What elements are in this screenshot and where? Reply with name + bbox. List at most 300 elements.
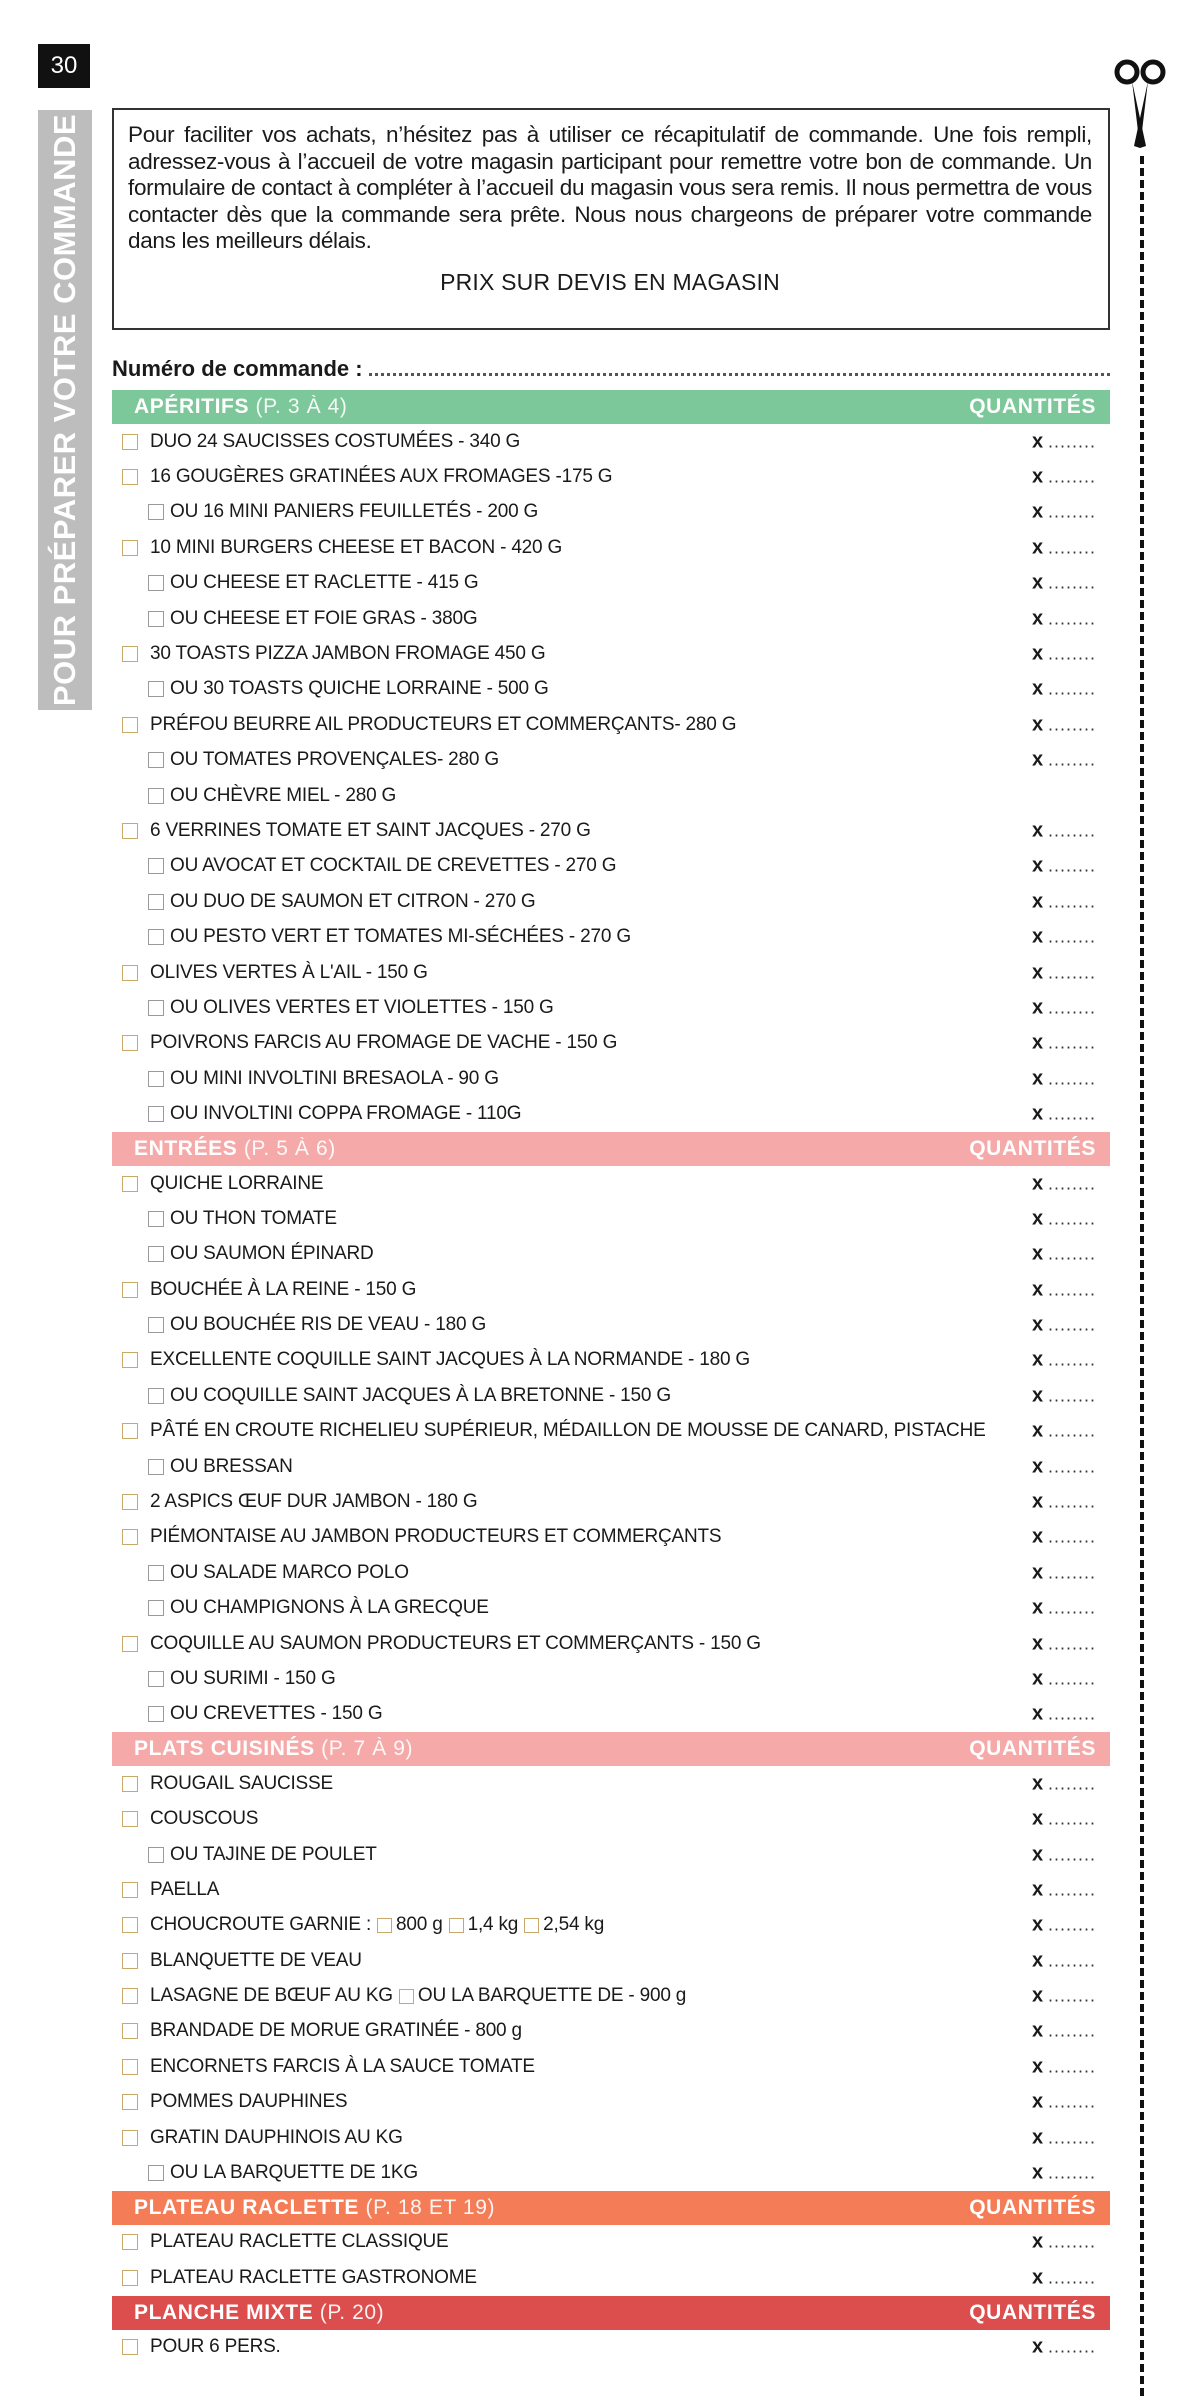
quantity-x: x [1032, 1313, 1043, 1336]
order-item [112, 2225, 1110, 2260]
quantity-x: x [1032, 2055, 1043, 2078]
order-number-label: Numéro de commande : [112, 356, 363, 381]
order-item [112, 1449, 1110, 1484]
quantity-field[interactable] [1032, 536, 1096, 559]
quantity-dots: ........ [1047, 1103, 1096, 1124]
section-title-text: ENTRÉES [134, 1136, 238, 1160]
quantity-field[interactable] [1032, 572, 1096, 595]
item-checkbox[interactable] [122, 1529, 138, 1545]
item-checkbox[interactable] [148, 1317, 164, 1333]
item-checkbox[interactable] [122, 1988, 138, 2004]
quantity-x: x [1032, 1913, 1043, 1936]
quantity-dots: ........ [1047, 1068, 1096, 1089]
order-item [112, 1837, 1110, 1872]
order-item [112, 849, 1110, 884]
option-label: 2,54 kg [543, 1914, 605, 1936]
quantity-dots: ........ [1047, 1703, 1096, 1724]
item-label: LASAGNE DE BŒUF AU KG [150, 1985, 393, 2007]
quantity-field[interactable] [1032, 2126, 1096, 2149]
item-checkbox[interactable] [122, 1917, 138, 1933]
quantity-field[interactable] [1032, 1032, 1096, 1055]
quantity-x: x [1032, 1984, 1043, 2007]
quantity-x: x [1032, 1490, 1043, 1513]
item-checkbox[interactable] [148, 1565, 164, 1581]
quantity-field[interactable] [1032, 501, 1096, 524]
quantity-x: x [1032, 1348, 1043, 1371]
section-qty-label: QUANTITÉS [969, 2195, 1096, 2219]
section-title-text: APÉRITIFS [134, 395, 250, 418]
order-item [112, 1378, 1110, 1413]
quantity-dots: ........ [1047, 749, 1096, 770]
item-checkbox[interactable] [122, 717, 138, 733]
quantity-field[interactable] [1032, 1491, 1096, 1514]
page-number: 30 [38, 44, 90, 88]
section-qty-label: QUANTITÉS [969, 1737, 1096, 1761]
quantity-field[interactable] [1032, 961, 1096, 984]
quantity-x: x [1032, 1102, 1043, 1125]
quantity-dots: ........ [1047, 2231, 1096, 2252]
section-header-planche [112, 2296, 1110, 2330]
item-label: OU AVOCAT ET COCKTAIL DE CREVETTES - 270 G [170, 855, 617, 877]
order-item [112, 1201, 1110, 1236]
section-pages: (P. 20) [319, 2300, 385, 2324]
item-checkbox[interactable] [122, 1282, 138, 1298]
order-item [112, 955, 1110, 990]
quantity-x: x [1032, 642, 1043, 665]
quantity-field[interactable] [1032, 1808, 1096, 1831]
quantity-x: x [1032, 1949, 1043, 1972]
item-label: PAELLA [150, 1878, 220, 1900]
item-checkbox[interactable] [122, 1636, 138, 1652]
quantity-x: x [1032, 2161, 1043, 2184]
item-label: COUSCOUS [150, 1808, 259, 1830]
section-title-text: PLATS CUISINÉS [134, 1737, 315, 1761]
item-checkbox[interactable] [122, 2094, 138, 2110]
quantity-dots: ........ [1047, 855, 1096, 876]
quantity-dots: ........ [1047, 608, 1096, 629]
item-label: CHOUCROUTE GARNIE : [150, 1914, 372, 1936]
quantity-x: x [1032, 1525, 1043, 1548]
item-label: OU BRESSAN [170, 1455, 293, 1477]
order-item [112, 1801, 1110, 1836]
item-checkbox[interactable] [122, 2023, 138, 2039]
quantity-x: x [1032, 1807, 1043, 1830]
item-checkbox[interactable] [122, 1035, 138, 1051]
item-label: OU SALADE MARCO POLO [170, 1561, 409, 1583]
option-label: 1,4 kg [467, 1914, 519, 1936]
item-checkbox[interactable] [148, 1671, 164, 1687]
item-label: OU MINI INVOLTINI BRESAOLA - 90 G [170, 1067, 499, 1089]
quantity-field[interactable] [1032, 466, 1096, 489]
quantity-field[interactable] [1032, 430, 1096, 453]
quantity-x: x [1032, 1067, 1043, 1090]
item-checkbox[interactable] [122, 1176, 138, 1192]
item-label: OU CHEESE ET FOIE GRAS - 380G [170, 607, 478, 629]
quantity-field[interactable] [1032, 1526, 1096, 1549]
quantity-x: x [1032, 1242, 1043, 1265]
quantity-field[interactable] [1032, 1949, 1096, 1972]
order-item [112, 424, 1110, 459]
quantity-x: x [1032, 2266, 1043, 2289]
item-checkbox[interactable] [148, 1847, 164, 1863]
order-item [112, 1166, 1110, 1201]
order-item [112, 1661, 1110, 1696]
section-pages: (P. 7 À 9) [321, 1737, 414, 1761]
quantity-field[interactable] [1032, 2336, 1096, 2359]
quantity-field[interactable] [1032, 890, 1096, 913]
quantity-field[interactable] [1032, 1772, 1096, 1795]
quantity-field[interactable] [1032, 1067, 1096, 1090]
item-checkbox[interactable] [122, 1882, 138, 1898]
order-item [112, 2120, 1110, 2155]
item-label: OU CHAMPIGNONS À LA GRECQUE [170, 1597, 489, 1619]
quantity-field[interactable] [1032, 749, 1096, 772]
order-item [112, 1591, 1110, 1626]
quantity-dots: ........ [1047, 2127, 1096, 2148]
item-label: EXCELLENTE COQUILLE SAINT JACQUES À LA NORMANDE - 180 G [150, 1349, 750, 1371]
order-item [112, 2085, 1110, 2120]
section-pages: (P. 3 À 4) [255, 395, 348, 418]
quantity-field[interactable] [1032, 1420, 1096, 1443]
quantity-field[interactable] [1032, 1243, 1096, 1266]
quantity-field[interactable] [1032, 1278, 1096, 1301]
quantity-x: x [1032, 1384, 1043, 1407]
quantity-x: x [1032, 2126, 1043, 2149]
quantity-field[interactable] [1032, 855, 1096, 878]
section-title-text: PLATEAU RACLETTE [134, 2195, 360, 2219]
item-checkbox[interactable] [122, 469, 138, 485]
item-label: 10 MINI BURGERS CHEESE ET BACON - 420 G [150, 536, 563, 558]
section-title [134, 1737, 413, 1761]
item-checkbox[interactable] [148, 1246, 164, 1262]
item-checkbox[interactable] [148, 788, 164, 804]
item-label: OU 16 MINI PANIERS FEUILLETÉS - 200 G [170, 501, 539, 523]
quantity-x: x [1032, 2335, 1043, 2358]
item-checkbox[interactable] [148, 504, 164, 520]
item-checkbox[interactable] [122, 1776, 138, 1792]
quantity-field[interactable] [1032, 1561, 1096, 1584]
order-item [112, 2330, 1110, 2365]
quantity-field[interactable] [1032, 1914, 1096, 1937]
quantity-dots: ........ [1047, 926, 1096, 947]
item-checkbox[interactable] [148, 611, 164, 627]
order-item [112, 884, 1110, 919]
item-checkbox[interactable] [148, 681, 164, 697]
item-label: OU CREVETTES - 150 G [170, 1703, 383, 1725]
item-checkbox[interactable] [148, 1211, 164, 1227]
item-label: OU CHÈVRE MIEL - 280 G [170, 784, 397, 806]
item-checkbox[interactable] [122, 1423, 138, 1439]
item-checkbox[interactable] [148, 1071, 164, 1087]
quantity-field[interactable] [1032, 678, 1096, 701]
item-label: PIÉMONTAISE AU JAMBON PRODUCTEURS ET COMMERÇANTS [150, 1526, 722, 1548]
order-item [112, 1766, 1110, 1801]
order-item [112, 1414, 1110, 1449]
quantity-x: x [1032, 890, 1043, 913]
quantity-dots: ........ [1047, 2162, 1096, 2183]
order-item [112, 2260, 1110, 2295]
quantity-x: x [1032, 748, 1043, 771]
quantity-dots: ........ [1047, 1208, 1096, 1229]
section-header-entrees [112, 1132, 1110, 1166]
side-tab-label: POUR PRÉPARER VOTRE COMMANDE [47, 113, 82, 707]
item-checkbox[interactable] [148, 1600, 164, 1616]
item-checkbox[interactable] [122, 540, 138, 556]
item-label: OU INVOLTINI COPPA FROMAGE - 110G [170, 1103, 522, 1125]
item-checkbox[interactable] [148, 1000, 164, 1016]
item-label: OU PESTO VERT ET TOMATES MI-SÉCHÉES - 270 G [170, 926, 631, 948]
quantity-x: x [1032, 1702, 1043, 1725]
order-item [112, 1872, 1110, 1907]
quantity-field[interactable] [1032, 1632, 1096, 1655]
order-item [112, 1626, 1110, 1661]
item-checkbox[interactable] [122, 965, 138, 981]
quantity-dots: ........ [1047, 2091, 1096, 2112]
quantity-x: x [1032, 1878, 1043, 1901]
quantity-field[interactable] [1032, 1172, 1096, 1195]
quantity-x: x [1032, 1031, 1043, 1054]
quantity-dots: ........ [1047, 1173, 1096, 1193]
quantity-field[interactable] [1032, 1985, 1096, 2008]
section-title [134, 1137, 336, 1161]
quantity-field[interactable] [1032, 926, 1096, 949]
item-checkbox[interactable] [148, 2165, 164, 2181]
item-label: PRÉFOU BEURRE AIL PRODUCTEURS ET COMMERÇANTS- 280 G [150, 713, 737, 735]
quantity-field[interactable] [1032, 1597, 1096, 1620]
quantity-field[interactable] [1032, 607, 1096, 630]
order-item [112, 2049, 1110, 2084]
quantity-x: x [1032, 536, 1043, 559]
quantity-dots: ........ [1047, 1985, 1096, 2006]
quantity-x: x [1032, 607, 1043, 630]
section-qty-label: QUANTITÉS [969, 395, 1096, 418]
item-checkbox[interactable] [122, 1352, 138, 1368]
quantity-x: x [1032, 2230, 1043, 2253]
quantity-field[interactable] [1032, 1878, 1096, 1901]
quantity-dots: ........ [1047, 1950, 1096, 1971]
order-item [112, 1237, 1110, 1272]
item-checkbox[interactable] [122, 1494, 138, 1510]
item-checkbox[interactable] [122, 2059, 138, 2075]
item-checkbox[interactable] [122, 1811, 138, 1827]
quantity-field[interactable] [1032, 1843, 1096, 1866]
quantity-field[interactable] [1032, 1703, 1096, 1726]
item-checkbox[interactable] [148, 1106, 164, 1122]
item-label: POIVRONS FARCIS AU FROMAGE DE VACHE - 150 G [150, 1032, 618, 1054]
order-item [112, 1908, 1110, 1943]
quantity-dots: ........ [1047, 1562, 1096, 1583]
item-label: 6 VERRINES TOMATE ET SAINT JACQUES - 270 G [150, 819, 591, 841]
order-item [112, 1096, 1110, 1131]
order-item [112, 1484, 1110, 1519]
quantity-dots: ........ [1047, 1914, 1096, 1935]
item-label: OU DUO DE SAUMON ET CITRON - 270 G [170, 890, 536, 912]
item-checkbox[interactable] [148, 858, 164, 874]
quantity-x: x [1032, 961, 1043, 984]
item-label: OU THON TOMATE [170, 1207, 337, 1229]
item-label: OU TAJINE DE POULET [170, 1843, 377, 1865]
section-qty-label: QUANTITÉS [969, 1136, 1096, 1160]
item-label: 30 TOASTS PIZZA JAMBON FROMAGE 450 G [150, 643, 546, 665]
quantity-dots: ........ [1047, 2267, 1096, 2288]
quantity-field[interactable] [1032, 2055, 1096, 2078]
quantity-x: x [1032, 677, 1043, 700]
quantity-x: x [1032, 925, 1043, 948]
item-label: QUICHE LORRAINE [150, 1172, 324, 1194]
order-number-dots[interactable] [369, 373, 1110, 376]
order-item [112, 1026, 1110, 1061]
quantity-dots: ........ [1047, 1808, 1096, 1829]
item-checkbox[interactable] [122, 434, 138, 450]
quantity-field[interactable] [1032, 996, 1096, 1019]
item-label: OU LA BARQUETTE DE 1KG [170, 2162, 418, 2184]
option-checkbox[interactable] [524, 1918, 539, 1933]
quantity-x: x [1032, 1455, 1043, 1478]
section-qty-label: QUANTITÉS [969, 2300, 1096, 2324]
side-tab [38, 110, 92, 710]
quantity-dots: ........ [1047, 643, 1096, 664]
item-label: POMMES DAUPHINES [150, 2091, 348, 2113]
quantity-dots: ........ [1047, 1032, 1096, 1053]
item-label: OU BOUCHÉE RIS DE VEAU - 180 G [170, 1314, 487, 1336]
quantity-x: x [1032, 1667, 1043, 1690]
item-label: OU CHEESE ET RACLETTE - 415 G [170, 572, 479, 594]
quantity-dots: ........ [1047, 1773, 1096, 1794]
option-label: 800 g [396, 1914, 443, 1936]
option-label: OU LA BARQUETTE DE - 900 g [417, 1985, 687, 2007]
option-checkbox[interactable] [377, 1918, 392, 1933]
quantity-field[interactable] [1032, 2091, 1096, 2114]
item-label: 16 GOUGÈRES GRATINÉES AUX FROMAGES -175 G [150, 466, 613, 488]
order-item [112, 636, 1110, 671]
quantity-field[interactable] [1032, 2231, 1096, 2254]
quantity-x: x [1032, 1207, 1043, 1230]
item-label: 2 ASPICS ŒUF DUR JAMBON - 180 G [150, 1491, 478, 1513]
quantity-dots: ........ [1047, 2056, 1096, 2077]
quantity-field[interactable] [1032, 2162, 1096, 2185]
quantity-dots: ........ [1047, 1349, 1096, 1370]
order-item [112, 1307, 1110, 1342]
quantity-x: x [1032, 713, 1043, 736]
quantity-x: x [1032, 1772, 1043, 1795]
quantity-field[interactable] [1032, 1455, 1096, 1478]
item-label: OU TOMATES PROVENÇALES- 280 G [170, 749, 499, 771]
quantity-field[interactable] [1032, 1384, 1096, 1407]
quantity-x: x [1032, 430, 1043, 453]
quantity-field[interactable] [1032, 2266, 1096, 2289]
quantity-field[interactable] [1032, 1103, 1096, 1126]
quantity-dots: ........ [1047, 466, 1096, 487]
quantity-x: x [1032, 500, 1043, 523]
section-pages: (P. 5 À 6) [243, 1136, 336, 1160]
quantity-x: x [1032, 1632, 1043, 1655]
order-item [112, 1943, 1110, 1978]
section-title-text: PLANCHE MIXTE [134, 2300, 314, 2324]
option-checkbox[interactable] [449, 1918, 464, 1933]
item-label: BRANDADE DE MORUE GRATINÉE - 800 g [150, 2020, 522, 2042]
item-label: ROUGAIL SAUCISSE [150, 1772, 333, 1794]
quantity-dots: ........ [1047, 1279, 1096, 1300]
quantity-field[interactable] [1032, 1349, 1096, 1372]
section-header-raclette [112, 2191, 1110, 2225]
item-label: PÂTÉ EN CROUTE RICHELIEU SUPÉRIEUR, MÉDAILLON DE MOUSSE DE CANARD, PISTACHE [150, 1420, 986, 1442]
item-checkbox[interactable] [148, 752, 164, 768]
item-checkbox[interactable] [148, 929, 164, 945]
quantity-x: x [1032, 1596, 1043, 1619]
item-checkbox[interactable] [122, 2270, 138, 2286]
intro-box [112, 108, 1110, 330]
quantity-dots: ........ [1047, 2336, 1096, 2357]
item-label: OU OLIVES VERTES ET VIOLETTES - 150 G [170, 996, 554, 1018]
order-list [112, 390, 1110, 2365]
quantity-field[interactable] [1032, 1667, 1096, 1690]
quantity-field[interactable] [1032, 643, 1096, 666]
option-checkbox[interactable] [399, 1989, 414, 2004]
item-checkbox[interactable] [122, 1953, 138, 1969]
quantity-dots: ........ [1047, 714, 1096, 735]
quantity-dots: ........ [1047, 1420, 1096, 1441]
order-number-field[interactable] [112, 348, 1110, 382]
section-title [134, 2301, 384, 2325]
order-item [112, 530, 1110, 565]
item-label: OU 30 TOASTS QUICHE LORRAINE - 500 G [170, 678, 549, 700]
quantity-dots: ........ [1047, 431, 1096, 452]
intro-text: Pour faciliter vos achats, n’hésitez pas à utiliser ce récapitulatif de commande. Une fois rempli, adressez-vous à l’accueil de votre magasin participant pour remettre votre bon de commande. Un formulaire de contact à compléter à l’accueil du magasin vous sera remis. Il nous permettra de vous contacter dès que la commande sera prête. Nous nous chargeons de préparer votre commande dans les meilleurs délais. [128, 122, 1092, 253]
quantity-field[interactable] [1032, 2020, 1096, 2043]
item-checkbox[interactable] [122, 2234, 138, 2250]
quantity-dots: ........ [1047, 997, 1096, 1018]
quantity-field[interactable] [1032, 819, 1096, 842]
item-checkbox[interactable] [122, 2339, 138, 2355]
quantity-dots: ........ [1047, 820, 1096, 841]
order-item [112, 1555, 1110, 1590]
item-checkbox[interactable] [122, 646, 138, 662]
quantity-x: x [1032, 1561, 1043, 1584]
quantity-x: x [1032, 1278, 1043, 1301]
item-checkbox[interactable] [122, 823, 138, 839]
item-label: COQUILLE AU SAUMON PRODUCTEURS ET COMMERÇANTS - 150 G [150, 1632, 761, 1654]
quantity-field[interactable] [1032, 713, 1096, 736]
item-checkbox[interactable] [148, 894, 164, 910]
quantity-x: x [1032, 571, 1043, 594]
quantity-dots: ........ [1047, 1668, 1096, 1689]
item-checkbox[interactable] [148, 1706, 164, 1722]
quantity-field[interactable] [1032, 1207, 1096, 1230]
quantity-dots: ........ [1047, 1879, 1096, 1900]
item-checkbox[interactable] [148, 1459, 164, 1475]
item-label: OU COQUILLE SAINT JACQUES À LA BRETONNE - 150 G [170, 1384, 671, 1406]
item-checkbox[interactable] [148, 575, 164, 591]
quantity-dots: ........ [1047, 891, 1096, 912]
quantity-dots: ........ [1047, 962, 1096, 983]
quantity-x: x [1032, 465, 1043, 488]
item-label: ENCORNETS FARCIS À LA SAUCE TOMATE [150, 2055, 535, 2077]
quantity-dots: ........ [1047, 2020, 1096, 2041]
quantity-dots: ........ [1047, 501, 1096, 522]
quantity-x: x [1032, 819, 1043, 842]
cut-line [1140, 156, 1144, 2396]
item-checkbox[interactable] [122, 2130, 138, 2146]
quantity-x: x [1032, 996, 1043, 1019]
quantity-dots: ........ [1047, 1844, 1096, 1865]
order-item [112, 707, 1110, 742]
quantity-field[interactable] [1032, 1314, 1096, 1337]
item-checkbox[interactable] [148, 1388, 164, 1404]
order-item [112, 566, 1110, 601]
quantity-dots: ........ [1047, 1633, 1096, 1654]
order-item [112, 1697, 1110, 1732]
quantity-dots: ........ [1047, 572, 1096, 593]
